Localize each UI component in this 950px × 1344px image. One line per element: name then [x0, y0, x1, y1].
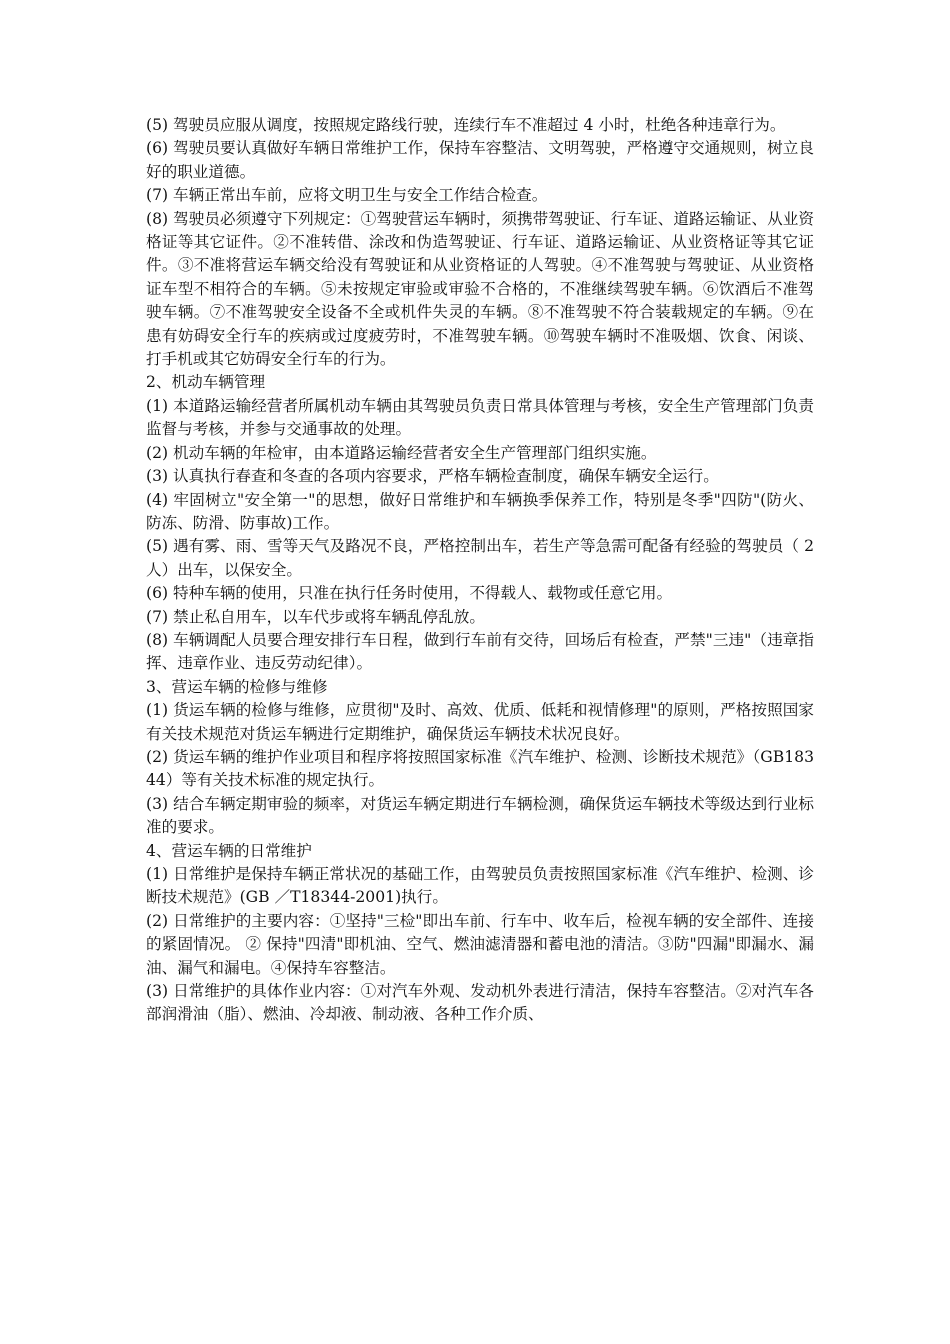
section-heading-daily-maintenance: 4、营运车辆的日常维护: [146, 841, 312, 860]
paragraph-pre-departure-check: (7) 车辆正常出车前，应将文明卫生与安全工作结合检查。: [146, 186, 548, 205]
section-heading-vehicle-management: 2、机动车辆管理: [146, 373, 266, 392]
paragraph-vehicle-management-6: (6) 特种车辆的使用，只准在执行任务时使用，不得载人、载物或任意它用。: [146, 584, 673, 603]
paragraph-inspection-repair-3: (3) 结合车辆定期审验的频率，对货运车辆定期进行车辆检测，确保货运车辆技术等级达到行业标准的要求。: [146, 794, 814, 837]
paragraph-vehicle-management-7: (7) 禁止私自用车，以车代步或将车辆乱停乱放。: [146, 607, 485, 626]
section-heading-inspection-repair: 3、营运车辆的检修与维修: [146, 677, 328, 696]
paragraph-vehicle-management-3: (3) 认真执行春查和冬查的各项内容要求，严格车辆检查制度，确保车辆安全运行。: [146, 467, 719, 486]
paragraph-driver-dispatch: (5) 驾驶员应服从调度，按照规定路线行驶，连续行车不准超过 4 小时，杜绝各种违章行为。: [146, 116, 786, 134]
paragraph-vehicle-management-1: (1) 本道路运输经营者所属机动车辆由其驾驶员负责日常具体管理与考核，安全生产管理部门负责监督与考核，并参与交通事故的处理。: [146, 396, 814, 439]
paragraph-vehicle-management-4: (4) 牢固树立"安全第一"的思想，做好日常维护和车辆换季保养工作，特别是冬季"四防"(防火、防冻、防滑、防事故)工作。: [146, 490, 814, 532]
document-page: [146, 114, 814, 1027]
paragraph-inspection-repair-2: (2) 货运车辆的维护作业项目和程序将按照国家标准《汽车维护、检测、诊断技术规范》（GB18344）等有关技术标准的规定执行。: [146, 747, 814, 790]
paragraph-vehicle-management-2: (2) 机动车辆的年检审，由本道路运输经营者安全生产管理部门组织实施。: [146, 443, 657, 462]
paragraph-vehicle-management-5: (5) 遇有雾、雨、雪等天气及路况不良，严格控制出车，若生产等急需可配备有经验的驾驶员（ 2 人）出车，以保安全。: [146, 537, 814, 579]
paragraph-vehicle-management-8: (8) 车辆调配人员要合理安排行车日程，做到行车前有交待，回场后有检查，严禁"三违"（违章指挥、违章作业、违反劳动纪律）。: [146, 630, 814, 673]
paragraph-daily-maintenance-1: (1) 日常维护是保持车辆正常状况的基础工作，由驾驶员负责按照国家标准《汽车维护、检测、诊断技术规范》(GB ／T18344-2001)执行。: [146, 865, 814, 907]
paragraph-daily-maintenance-2: (2) 日常维护的主要内容：①坚持"三检"即出车前、行车中、收车后，检视车辆的安全部件、连接的紧固情况。 ② 保持"四清"即机油、空气、燃油滤清器和蓄电池的清洁。③防"四漏"即漏水、漏油、漏气和漏电。④保持车容整洁。: [146, 911, 814, 977]
paragraph-driver-rules: (8) 驾驶员必须遵守下列规定：①驾驶营运车辆时，须携带驾驶证、行车证、道路运输证、从业资格证等其它证件。②不准转借、涂改和伪造驾驶证、行车证、道路运输证、从业资格证等其它证件。③不准将营运车辆交给没有驾驶证和从业资格证的人驾驶。④不准驾驶与驾驶证、从业资格证车型不相符合的车辆。⑤未按规定审验或审验不合格的，不准继续驾驶车辆。⑥饮酒后不准驾驶车辆。⑦不准驾驶安全设备不全或机件失灵的车辆。⑧不准驾驶不符合装载规定的车辆。⑨在患有妨碍安全行车的疾病或过度疲劳时，不准驾驶车辆。⑩驾驶车辆时不准吸烟、饮食、闲谈、打手机或其它妨碍安全行车的行为。: [146, 209, 814, 369]
paragraph-driver-maintenance: (6) 驾驶员要认真做好车辆日常维护工作，保持车容整洁、文明驾驶，严格遵守交通规则，树立良好的职业道德。: [146, 139, 814, 181]
paragraph-daily-maintenance-3: (3) 日常维护的具体作业内容：①对汽车外观、发动机外表进行清洁，保持车容整洁。②对汽车各部润滑油（脂）、燃油、冷却液、制动液、各种工作介质、: [146, 982, 814, 1024]
paragraph-inspection-repair-1: (1) 货运车辆的检修与维修，应贯彻"及时、高效、优质、低耗和视情修理"的原则，严格按照国家有关技术规范对货运车辆进行定期维护，确保货运车辆技术状况良好。: [146, 701, 814, 743]
